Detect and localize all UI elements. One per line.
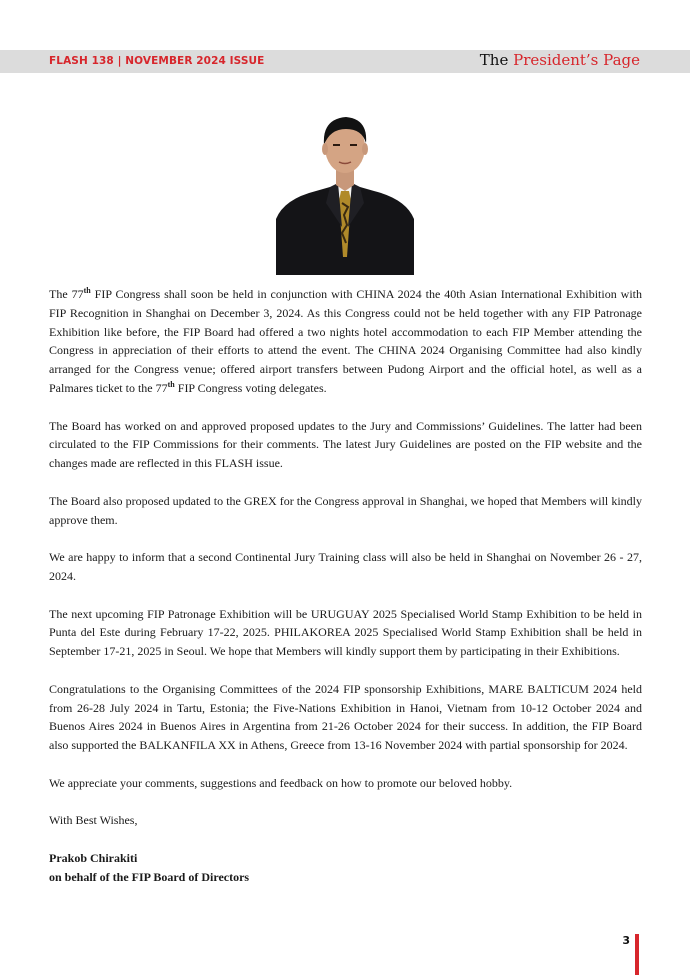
paragraph-guidelines: The Board has worked on and approved proposed updates to the Jury and Commissions’ Guidelines. The latter had been circulated to the FIP Commissions for their comments. The latest Jury Guidelines are posted on the FIP website and the changes made are reflected in this FLASH issue. xyxy=(49,418,642,471)
page-number: 3 xyxy=(622,934,630,947)
signer-role: on behalf of the FIP Board of Directors xyxy=(49,869,250,884)
paragraph-congress-part-3: FIP Congress voting delegates. xyxy=(174,380,327,395)
ordinal-suffix: th xyxy=(167,379,175,389)
closing-line: With Best Wishes, xyxy=(49,813,138,828)
ordinal-suffix: th xyxy=(83,286,91,295)
paragraph-jury-training: We are happy to inform that a second Continental Jury Training class will also be held in Shanghai on November 26 - 27, 2024. xyxy=(49,550,642,583)
page-number-bar xyxy=(635,934,639,975)
president-portrait xyxy=(276,107,414,275)
page-title xyxy=(480,51,640,69)
issue-label: FLASH 138 | NOVEMBER 2024 ISSUE xyxy=(49,55,265,67)
signer-name: Prakob Chirakiti xyxy=(49,850,138,865)
paragraph-grex: The Board also proposed updated to the GREX for the Congress approval in Shanghai, we hoped that Members will kindly approve them. xyxy=(49,493,642,527)
letter-body xyxy=(49,285,642,887)
paragraph-congress-part-1: The 77 xyxy=(49,287,84,301)
page-title-prefix: The xyxy=(479,51,509,69)
page-title-accent: President’s Page xyxy=(513,51,640,69)
paragraph-congress-part-2: FIP Congress shall soon be held in conjunction with CHINA 2024 the 40th Asian International Exhibition with FIP Recognition in Shanghai on December 3, 2024. As this Congress could not be held together with any FIP Patronage Exhibition like before, the FIP Board had offered a two nights hotel accommodation to each FIP Member attending the Congress in appreciation of their efforts to attend the event. The CHINA 2024 Organising Committee had also kindly arranged for the Congress venue; offered airport transfers between Pudong Airport and the official hotel, as well as a Palmares ticket to the 77 xyxy=(49,287,642,395)
paragraph-feedback: We appreciate your comments, suggestions and feedback on how to promote our beloved hobby. xyxy=(49,775,513,790)
paragraph-upcoming-exhibitions: The next upcoming FIP Patronage Exhibition will be URUGUAY 2025 Specialised World Stamp Exhibition to be held in Punta del Este during February 17-22, 2025. PHILAKOREA 2025 Specialised World Stamp Exhibition shall be held in September 17-21, 2025 in Seoul. We hope that Members will kindly support them by participating in their Exhibitions. xyxy=(49,606,642,659)
portrait-illustration xyxy=(276,107,414,275)
paragraph-congratulations: Congratulations to the Organising Committees of the 2024 FIP sponsorship Exhibitions, MARE BALTICUM 2024 held from 26-28 July 2024 in Tartu, Estonia; the Five-Nations Exhibition in Hanoi, Vietnam from 10-12 October 2024 and Buenos Aires 2024 in Buenos Aires in Argentina from 21-26 October 2024 for their success. In addition, the FIP Board also supported the BALKANFILA XX in Athens, Greece from 13-16 November 2024 with partial sponsorship for 2024. xyxy=(49,681,642,753)
paragraph-congress xyxy=(49,285,642,398)
